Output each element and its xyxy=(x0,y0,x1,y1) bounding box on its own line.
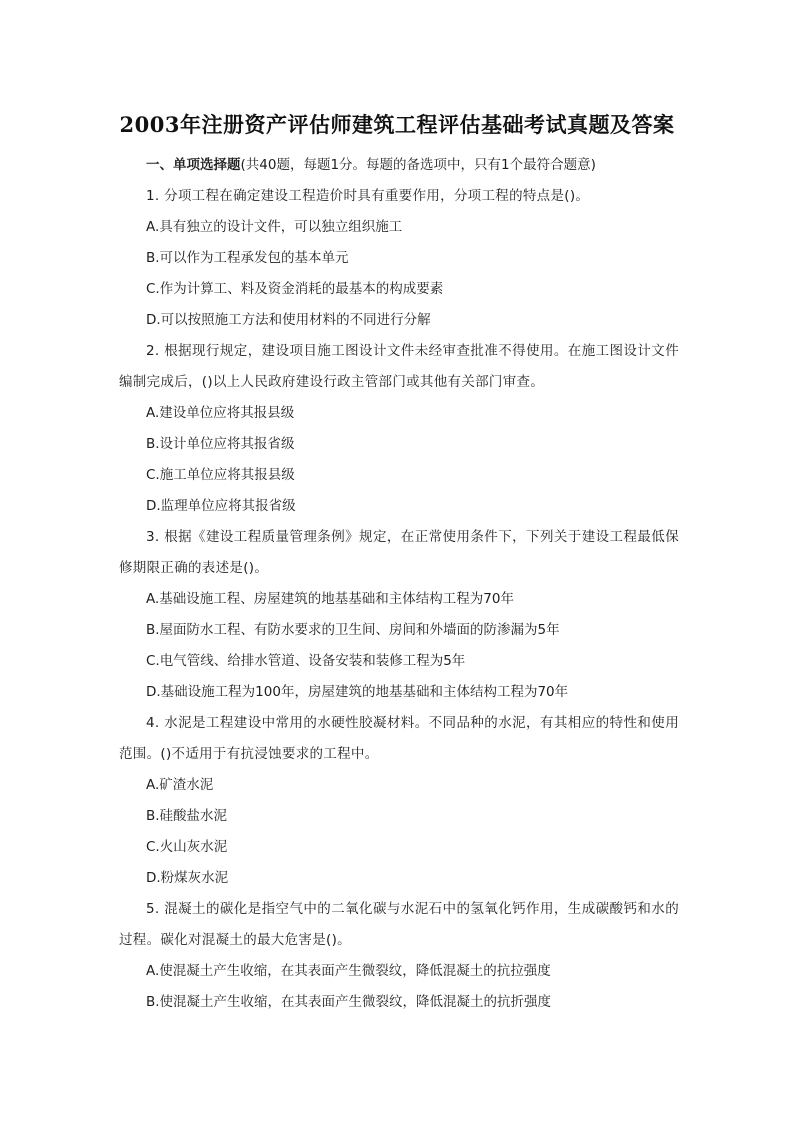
option: C.施工单位应将其报县级 xyxy=(146,467,295,483)
option: D.基础设施工程为100年，房屋建筑的地基基础和主体结构工程为70年 xyxy=(146,684,569,700)
option: D.粉煤灰水泥 xyxy=(146,870,229,886)
question-stem: 2. 根据现行规定，建设项目施工图设计文件未经审查批准不得使用。在施工图设计文件编制完成后，()以上人民政府建设行政主管部门或其他有关部门审查。 xyxy=(119,343,679,390)
option: B.屋面防水工程、有防水要求的卫生间、房间和外墙面的防渗漏为5年 xyxy=(146,622,560,638)
document-title: 2003年注册资产评估师建筑工程评估基础考试真题及答案 xyxy=(119,112,675,137)
question-stem: 1. 分项工程在确定建设工程造价时具有重要作用，分项工程的特点是()。 xyxy=(146,188,590,204)
question-stem: 4. 水泥是工程建设中常用的水硬性胶凝材料。不同品种的水泥，有其相应的特性和使用范围。()不适用于有抗浸蚀要求的工程中。 xyxy=(119,715,679,762)
section-header xyxy=(119,150,679,181)
option: A.矿渣水泥 xyxy=(146,777,214,793)
option: B.硅酸盐水泥 xyxy=(146,808,228,824)
option: C.作为计算工、料及资金消耗的最基本的构成要素 xyxy=(146,281,444,297)
option: A.建设单位应将其报县级 xyxy=(146,405,295,421)
document-body xyxy=(119,150,679,1018)
option: B.可以作为工程承发包的基本单元 xyxy=(146,250,349,266)
option: B.设计单位应将其报省级 xyxy=(146,436,295,452)
option: B.使混凝土产生收缩，在其表面产生微裂纹，降低混凝土的抗折强度 xyxy=(146,994,552,1010)
question-stem: 3. 根据《建设工程质量管理条例》规定，在正常使用条件下，下列关于建设工程最低保修期限正确的表述是()。 xyxy=(119,529,679,576)
option: C.火山灰水泥 xyxy=(146,839,228,855)
option: A.基础设施工程、房屋建筑的地基基础和主体结构工程为70年 xyxy=(146,591,514,607)
option: A.使混凝土产生收缩，在其表面产生微裂纹，降低混凝土的抗拉强度 xyxy=(146,963,551,979)
option: D.监理单位应将其报省级 xyxy=(146,498,296,514)
option: D.可以按照施工方法和使用材料的不同进行分解 xyxy=(146,312,431,328)
option: A.具有独立的设计文件，可以独立组织施工 xyxy=(146,219,403,235)
section-heading: 一、单项选择题 xyxy=(146,157,241,173)
question-stem: 5. 混凝土的碳化是指空气中的二氧化碳与水泥石中的氢氧化钙作用，生成碳酸钙和水的过程。碳化对混凝土的最大危害是()。 xyxy=(119,901,679,948)
section-note: (共40题，每题1分。每题的备选项中，只有1个最符合题意) xyxy=(240,157,596,173)
option: C.电气管线、给排水管道、设备安装和装修工程为5年 xyxy=(146,653,466,669)
